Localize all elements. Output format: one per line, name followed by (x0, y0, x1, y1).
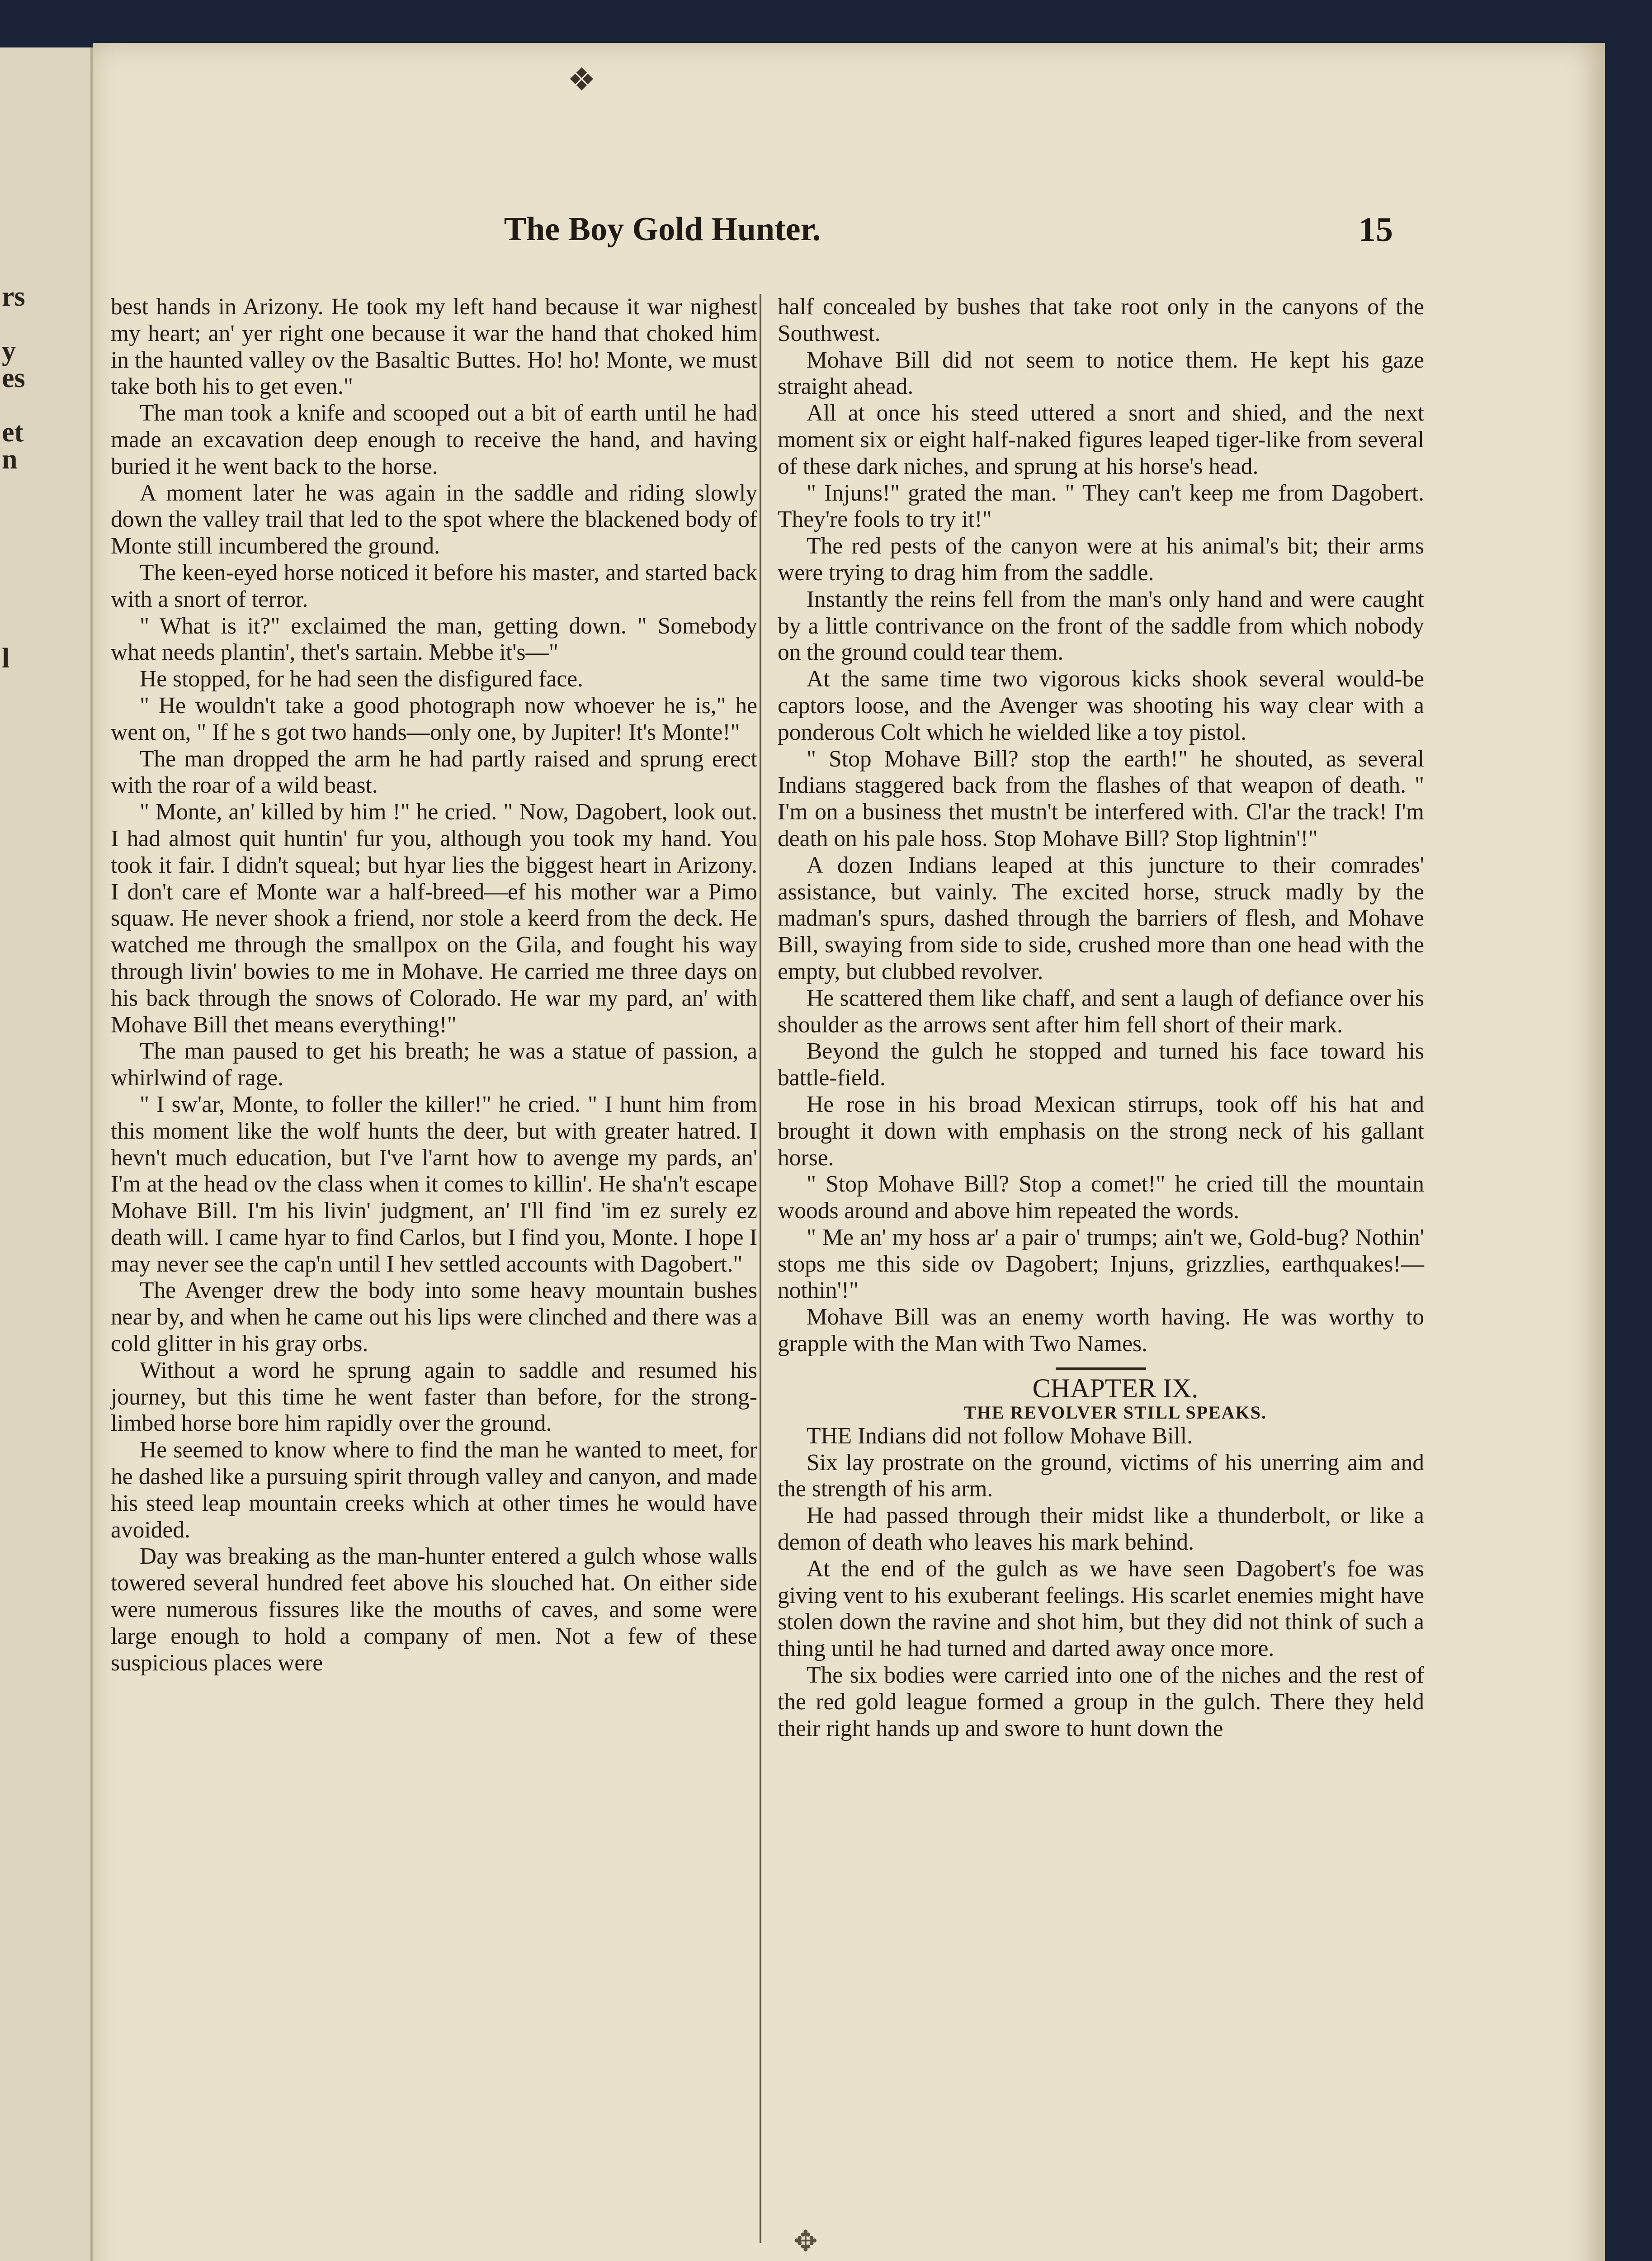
paragraph: " Me an' my hoss ar' a pair o' trumps; ain't we, Gold-bug? Nothin' stops me this side ov Dagobert; Injuns, grizzlies, earthquakes!—nothin'!" (778, 1224, 1424, 1304)
paragraph: Without a word he sprung again to saddle and resumed his journey, but this time he went faster than before, for the strong-limbed horse bore him rapidly over the ground. (111, 1357, 757, 1437)
paragraph: At the same time two vigorous kicks shook several would-be captors loose, and the Avenger was shooting his way clear with a ponderous Colt which he wielded like a toy pistol. (778, 666, 1424, 745)
paragraph: " Stop Mohave Bill? stop the earth!" he shouted, as several Indians staggered back from the flashes of that weapon of death. " I'm on a business thet mustn't be interfered with. Cl'ar the track! I'm death on his pale hoss. Stop Mohave Bill? Stop lightnin'!" (778, 746, 1424, 851)
facing-page-fragment: y (2, 336, 16, 366)
paragraph: " What is it?" exclaimed the man, getting down. " Somebody what needs plantin', thet's sartain. Mebbe it's—" (111, 613, 757, 666)
paragraph: Beyond the gulch he stopped and turned his face toward his battle-field. (778, 1038, 1424, 1091)
running-head: The Boy Gold Hunter. (504, 211, 821, 248)
book-page (93, 43, 1605, 2261)
paragraph: At the end of the gulch as we have seen Dagobert's foe was giving vent to his exuberant feelings. His scarlet enemies might have stolen down the ravine and shot him, but they did not think of such a thing until he had turned and darted away once more. (778, 1556, 1424, 1662)
paragraph: The six bodies were carried into one of the niches and the rest of the red gold league formed a group in the gulch. There they held their right hands up and swore to hunt down the (778, 1662, 1424, 1741)
paragraph: half concealed by bushes that take root only in the canyons of the Southwest. (778, 294, 1424, 346)
paragraph: He had passed through their midst like a thunderbolt, or like a demon of death who leaves his mark behind. (778, 1503, 1424, 1556)
paragraph: A moment later he was again in the saddle and riding slowly down the valley trail that led to the spot where the blackened body of Monte still incumbered the ground. (111, 480, 757, 559)
paragraph: The man dropped the arm he had partly raised and sprung erect with the roar of a wild beast. (111, 746, 757, 799)
paragraph: A dozen Indians leaped at this juncture to their comrades' assistance, but vainly. The excited horse, struck madly by the madman's spurs, dashed through the barriers of flesh, and Mohave Bill, swaying from side to side, crushed more than one head with the empty, but clubbed revolver. (778, 852, 1424, 984)
paragraph: He stopped, for he had seen the disfigured face. (140, 666, 583, 692)
paragraph: The man took a knife and scooped out a bit of earth until he had made an excavation deep enough to receive the hand, and having buried it he went back to the horse. (111, 400, 757, 479)
facing-page-edge (0, 47, 93, 2261)
paragraph: The red pests of the canyon were at his animal's bit; their arms were trying to drag him from the saddle. (778, 533, 1424, 586)
paragraph: The keen-eyed horse noticed it before his master, and started back with a snort of terror. (111, 559, 757, 612)
page-header (93, 210, 1512, 255)
paragraph: The Avenger drew the body into some heavy mountain bushes near by, and when he came out his lips were clinched and there was a cold glitter in his gray orbs. (111, 1277, 757, 1357)
paragraph: THE Indians did not follow Mohave Bill. (807, 1423, 1193, 1449)
paragraph: Six lay prostrate on the ground, victims of his unerring aim and the strength of his arm. (778, 1449, 1424, 1502)
right-column (778, 294, 1424, 1742)
paragraph: Mohave Bill did not seem to notice them. He kept his gaze straight ahead. (778, 347, 1424, 400)
facing-page-fragment: es (2, 363, 25, 393)
chapter-subtitle: THE REVOLVER STILL SPEAKS. (964, 1402, 1267, 1423)
facing-page-fragment: rs (2, 281, 25, 312)
section-rule (1056, 1367, 1146, 1370)
column-divider (760, 294, 761, 2243)
bottom-ornament-icon: ✥ (793, 2225, 818, 2257)
paragraph: Instantly the reins fell from the man's only hand and were caught by a little contrivance on the front of the saddle from which nobody on the ground could tear them. (778, 586, 1424, 666)
paragraph: " Stop Mohave Bill? Stop a comet!" he cried till the mountain woods around and above him repeated the words. (778, 1171, 1424, 1224)
paragraph: Mohave Bill was an enemy worth having. He was worthy to grapple with the Man with Two Names. (778, 1304, 1424, 1357)
paragraph: " He wouldn't take a good photograph now whoever he is," he went on, " If he s got two hands—only one, by Jupiter! It's Monte!" (111, 692, 757, 745)
top-ornament-icon: ❖ (567, 63, 596, 98)
page-number: 15 (1359, 211, 1393, 249)
paragraph: " Monte, an' killed by him !" he cried. " Now, Dagobert, look out. I had almost quit huntin' fur you, although you took my hand. You took it fair. I didn't squeal; but hyar lies the biggest heart in Arizony. I don't care ef Monte war a half-breed—ef his mother war a Pimo squaw. He never shook a friend, nor stole a keerd from the deck. He watched me through the smallpox on the Gila, and fought his way through livin' bowies to me in Mohave. He carried me three days on his back through the snows of Colorado. He war my pard, an' with Mohave Bill thet means everything!" (111, 799, 757, 1038)
paragraph: " I sw'ar, Monte, to foller the killer!" he cried. " I hunt him from this moment like the wolf hunts the deer, but with greater hatred. I hevn't much education, but I've l'arnt how to avenge my pards, an' I'm at the head ov the class when it comes to killin'. He sha'n't escape Mohave Bill. I'm his livin' judgment, an' I'll find 'im ez surely ez death will. I came hyar to find Carlos, but I find you, Monte. I hope I may never see the cap'n until I hev settled accounts with Dagobert." (111, 1091, 757, 1277)
paragraph: best hands in Arizony. He took my left hand because it war nighest my heart; an' yer right one because it war the hand that choked him in the haunted valley ov the Basaltic Buttes. Ho! ho! Monte, we must take both his to get even." (111, 294, 757, 400)
facing-page-fragment: n (2, 444, 18, 475)
paragraph: Day was breaking as the man-hunter entered a gulch whose walls towered several hundred feet above his slouched hat. On either side were numerous fissures like the mouths of caves, and some were large enough to hold a company of men. Not a few of these suspicious places were (111, 1543, 757, 1676)
paragraph: He seemed to know where to find the man he wanted to meet, for he dashed like a pursuing spirit through valley and canyon, and made his steed leap mountain creeks which at other times he would have avoided. (111, 1437, 757, 1543)
facing-page-fragment: l (2, 643, 10, 674)
chapter-title: CHAPTER IX. (1032, 1373, 1199, 1403)
paragraph: He rose in his broad Mexican stirrups, took off his hat and brought it down with emphasis on the strong neck of his gallant horse. (778, 1091, 1424, 1171)
paragraph: " Injuns!" grated the man. " They can't keep me from Dagobert. They're fools to try it!" (778, 480, 1424, 533)
paragraph: All at once his steed uttered a snort and shied, and the next moment six or eight half-naked figures leaped tiger-like from several of these dark niches, and sprung at his horse's head. (778, 400, 1424, 479)
facing-page-fragment: et (2, 417, 24, 448)
left-column (111, 294, 757, 1676)
paragraph: The man paused to get his breath; he was a statue of passion, a whirlwind of rage. (111, 1038, 757, 1091)
paragraph: He scattered them like chaff, and sent a laugh of defiance over his shoulder as the arrows sent after him fell short of their mark. (778, 985, 1424, 1038)
